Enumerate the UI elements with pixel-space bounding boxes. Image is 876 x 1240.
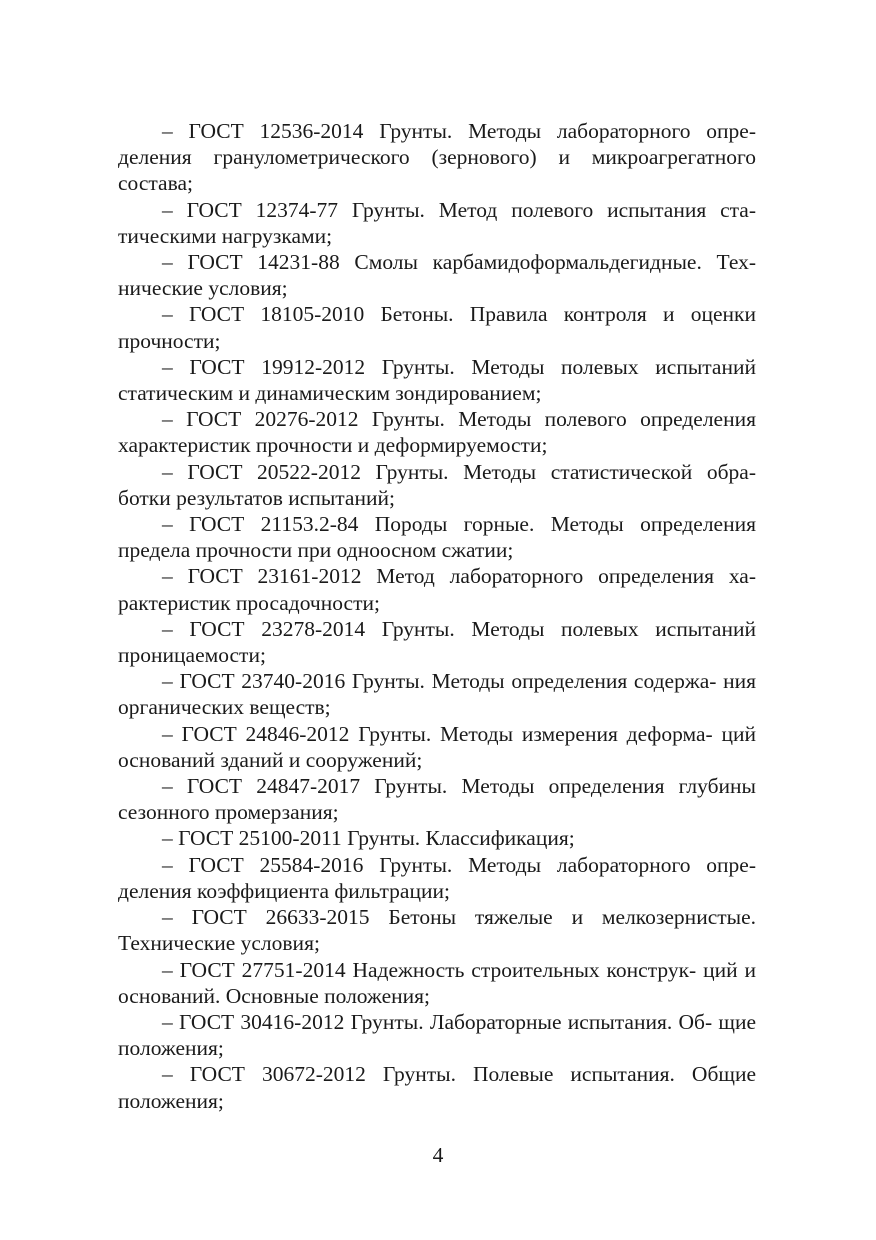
list-item-gost-19912	[118, 354, 756, 406]
line: – ГОСТ 27751-2014 Надежность строительных конструк-	[162, 957, 697, 982]
line: проницаемости;	[118, 643, 266, 668]
list-item-gost-24846	[118, 721, 756, 773]
list-item-gost-21153	[118, 511, 756, 563]
line: – ГОСТ 24847-2017 Грунты. Методы определения глубины	[162, 774, 756, 799]
line: – ГОСТ 24846-2012 Грунты. Методы измерения деформа-	[162, 721, 713, 746]
list-item-gost-23740	[118, 668, 756, 720]
line: тическими нагрузками;	[118, 223, 333, 248]
list-item-gost-25584	[118, 852, 756, 904]
list-item-gost-23278	[118, 616, 756, 668]
line: статическим и динамическим зондированием;	[118, 381, 542, 406]
list-item-gost-12374	[118, 197, 756, 249]
line: – ГОСТ 23161-2012 Метод лабораторного определения ха-	[162, 564, 756, 589]
line: – ГОСТ 30416-2012 Грунты. Лабораторные испытания. Об-	[162, 1009, 713, 1034]
line: – ГОСТ 19912-2012 Грунты. Методы полевых испытаний	[162, 354, 756, 379]
line: – ГОСТ 12536-2014 Грунты. Методы лабораторного опре-	[162, 119, 756, 143]
line: – ГОСТ 25100-2011 Грунты. Классификация;	[162, 826, 575, 851]
line: – ГОСТ 14231-88 Смолы карбамидоформальдегидные. Тех-	[162, 250, 756, 275]
line: прочности;	[118, 328, 221, 353]
line: состава;	[118, 171, 193, 196]
line: – ГОСТ 30672-2012 Грунты. Полевые испытания. Общие	[162, 1062, 756, 1087]
line: Технические условия;	[118, 931, 320, 956]
line: – ГОСТ 23740-2016 Грунты. Методы определения содержа-	[162, 669, 717, 694]
line: деления гранулометрического (зернового) и микроагрегатного	[118, 145, 756, 170]
list-item-gost-18105	[118, 301, 756, 353]
line: – ГОСТ 23278-2014 Грунты. Методы полевых испытаний	[162, 616, 756, 641]
line: рактеристик просадочности;	[118, 590, 380, 615]
line: – ГОСТ 21153.2-84 Породы горные. Методы определения	[162, 512, 756, 537]
list-item-gost-30416	[118, 1009, 756, 1061]
line: ций и оснований. Основные положения;	[118, 957, 757, 1008]
list-item-gost-14231	[118, 249, 756, 301]
page-number: 4	[432, 1143, 444, 1167]
list-item-gost-23161	[118, 563, 756, 615]
line: положения;	[118, 1088, 224, 1113]
line: – ГОСТ 20276-2012 Грунты. Методы полевого определения	[162, 407, 756, 432]
line: сезонного промерзания;	[118, 800, 339, 825]
list-item-gost-20276	[118, 406, 756, 458]
line: ния органических веществ;	[118, 669, 757, 720]
list-item-gost-27751	[118, 957, 756, 1009]
line: нические условия;	[118, 276, 288, 301]
line: щие положения;	[118, 1009, 757, 1061]
list-item-gost-25100	[118, 825, 756, 851]
line: характеристик прочности и деформируемости;	[118, 433, 548, 458]
line: – ГОСТ 26633-2015 Бетоны тяжелые и мелкозернистые.	[162, 905, 756, 930]
list-item-gost-26633	[118, 904, 756, 956]
line: предела прочности при одноосном сжатии;	[118, 538, 514, 563]
list-item-gost-24847	[118, 773, 756, 825]
line: – ГОСТ 12374-77 Грунты. Метод полевого испытания ста-	[162, 197, 756, 222]
line: ботки результатов испытаний;	[118, 485, 395, 510]
document-body	[118, 118, 756, 1114]
line: ций оснований зданий и сооружений;	[118, 721, 756, 772]
line: деления коэффициента фильтрации;	[118, 878, 450, 903]
list-item-gost-30672	[118, 1061, 756, 1113]
list-item-gost-20522	[118, 459, 756, 511]
line: – ГОСТ 20522-2012 Грунты. Методы статистической обра-	[162, 459, 756, 484]
line: – ГОСТ 25584-2016 Грунты. Методы лабораторного опре-	[162, 852, 756, 877]
list-item-gost-12536	[118, 118, 756, 197]
line: – ГОСТ 18105-2010 Бетоны. Правила контроля и оценки	[162, 302, 756, 327]
